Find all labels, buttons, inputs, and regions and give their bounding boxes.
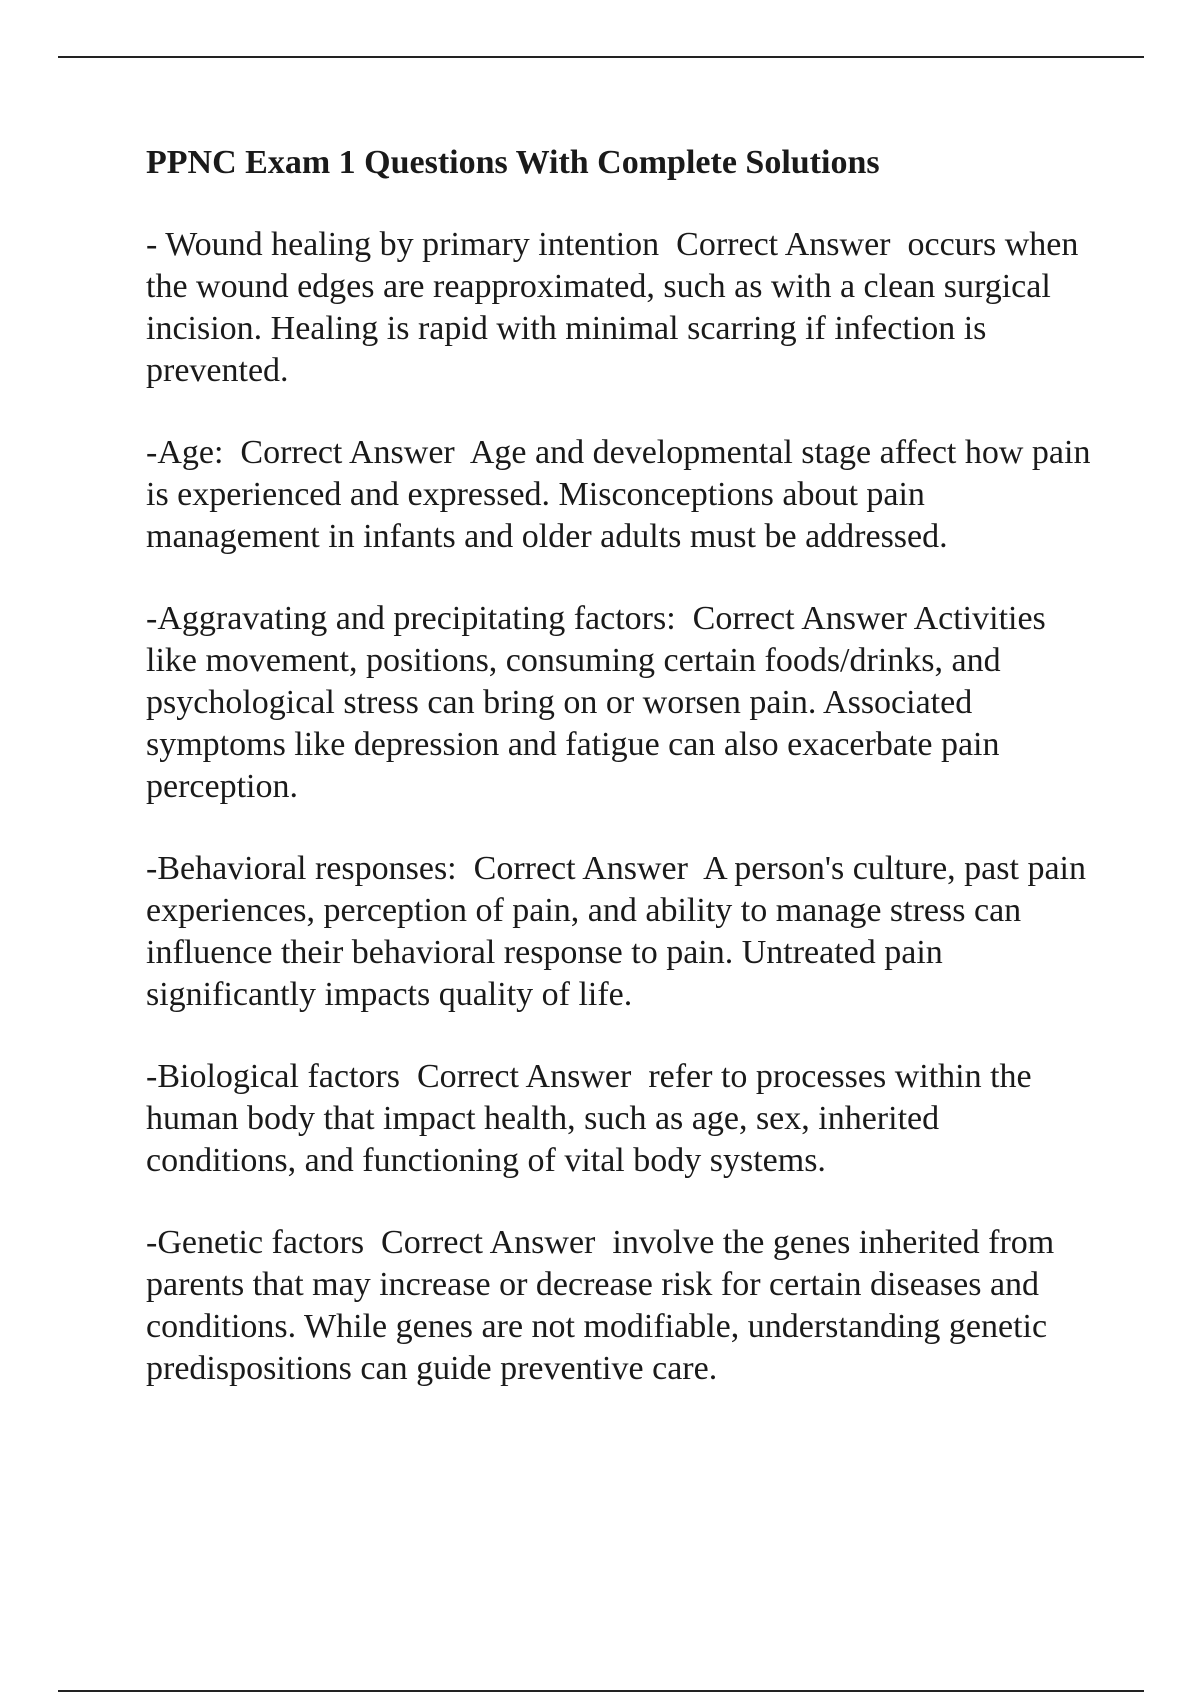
- answer-text: A person's culture, past pain experiences, perception of pain, and ability to manage stress can influence their behavioral response to pain. Untreated pain significantly impacts quality of life.: [146, 850, 1095, 1013]
- answer-label: Correct Answer: [416, 1058, 632, 1095]
- answer-label: Correct Answer: [240, 434, 455, 471]
- question-text: - Wound healing by primary intention: [146, 226, 660, 263]
- answer-text: involve the genes inherited from parents that may increase or decrease risk for certain diseases and conditions. While genes are not modifiable, understanding genetic predispositions can guide preventive care.: [146, 1224, 1063, 1387]
- answer-text: Activities like movement, positions, consuming certain foods/drinks, and psychological stress can bring on or worsen pain. Associated symptoms like depression and fatigue can also exacerbate pain perception.: [146, 600, 1055, 805]
- qa-entry: [146, 848, 1096, 1016]
- question-text: -Behavioral responses:: [146, 850, 457, 887]
- question-text: -Genetic factors: [146, 1224, 365, 1261]
- qa-entry: [146, 224, 1096, 392]
- document-body: [146, 142, 1099, 1430]
- answer-label: Correct Answer: [381, 1224, 596, 1261]
- answer-label: Correct Answer: [692, 600, 907, 637]
- question-text: -Age:: [146, 434, 224, 471]
- answer-label: Correct Answer: [473, 850, 688, 887]
- qa-entry: [146, 432, 1099, 558]
- bottom-rule: [58, 1690, 1144, 1692]
- qa-entry: [146, 1056, 1096, 1182]
- top-rule: [58, 56, 1144, 58]
- answer-text: occurs when the wound edges are reapproximated, such as with a clean surgical incision. Healing is rapid with minimal scarring if infection is prevented.: [146, 226, 1087, 389]
- answer-text: refer to processes within the human body that impact health, such as age, sex, inherited conditions, and functioning of vital body systems.: [146, 1058, 1041, 1179]
- qa-entry: [146, 1222, 1096, 1390]
- answer-label: Correct Answer: [676, 226, 891, 263]
- document-title: PPNC Exam 1 Questions With Complete Solutions: [146, 144, 880, 181]
- question-text: -Aggravating and precipitating factors:: [146, 600, 676, 637]
- question-text: -Biological factors: [146, 1058, 400, 1095]
- qa-entry: [146, 598, 1096, 808]
- answer-text: Age and developmental stage affect how pain is experienced and expressed. Misconceptions about pain management in infants and older adults must be addressed.: [146, 434, 1099, 555]
